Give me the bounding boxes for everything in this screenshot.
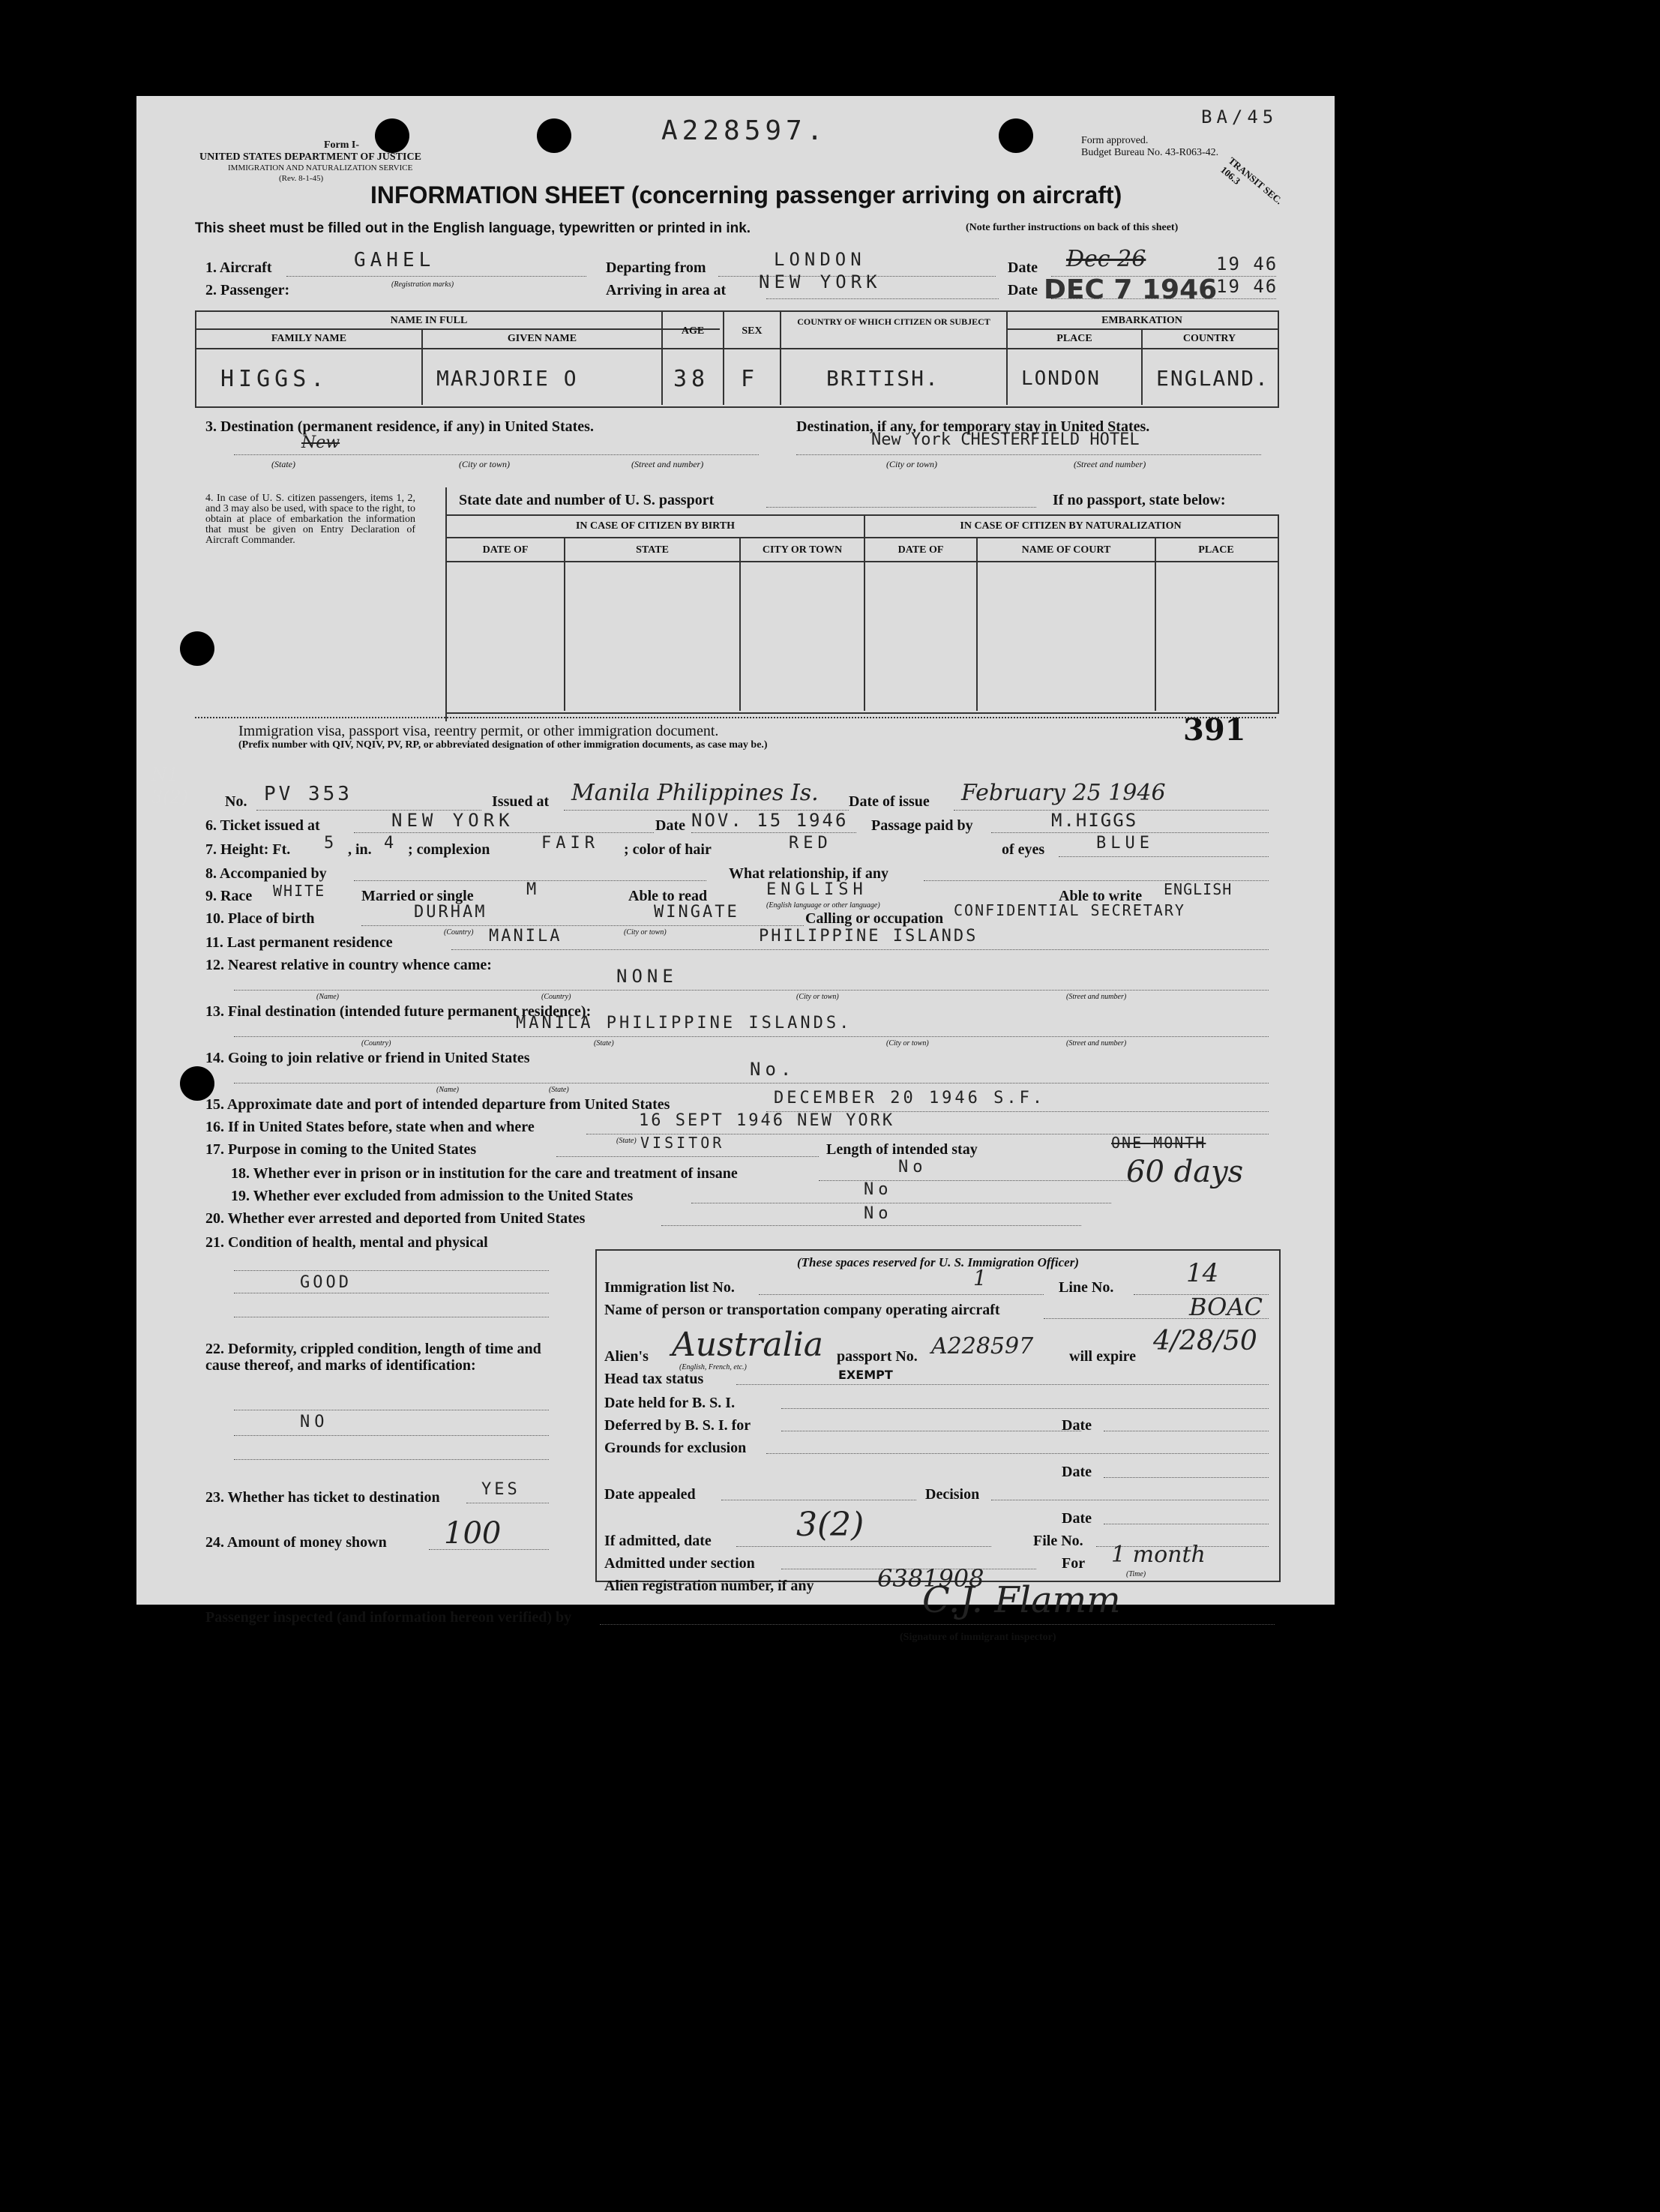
join-relative-value: No. [750,1059,796,1080]
embark-place-value: LONDON [1021,367,1101,390]
label-date2: Date [1008,282,1038,298]
language-caption: (English language or other language) [766,901,880,910]
street-caption: (Street and number) [631,459,704,469]
service: IMMIGRATION AND NATURALIZATION SERVICE [228,163,413,172]
ticket-date-value: NOV. 15 1946 [691,810,849,831]
occupation-value: CONFIDENTIAL SECRETARY [954,901,1185,919]
city-caption-3: (City or town) [624,928,667,937]
city-header: CITY OR TOWN [762,544,843,556]
citizen-by-nat-header: IN CASE OF CITIZEN BY NATURALIZATION [960,520,1182,532]
last-residence-country-value: PHILIPPINE ISLANDS [759,927,978,946]
label-money: 24. Amount of money shown [205,1534,387,1551]
issued-at-value: Manila Philippines Is. [571,780,819,806]
label-race: 9. Race [205,888,253,904]
label-deferred-date: Date [1062,1417,1092,1434]
family-name-value: HIGGS. [220,366,329,392]
label-grounds-date: Date [1062,1464,1092,1480]
label-date1: Date [1008,259,1038,276]
nationality-caption: (English, French, etc.) [679,1363,747,1371]
city-caption-4: (City or town) [796,993,839,1001]
expire-value: 4/28/50 [1153,1326,1257,1356]
label-issued-at: Issued at [492,793,550,810]
label-last-residence: 11. Last permanent residence [205,934,393,951]
ticket-dest-value: YES [481,1480,520,1499]
state-caption-2: (State) [594,1039,614,1048]
file-number-hw: A228597. [661,115,828,146]
signature-caption: (Signature of immigrant inspector) [900,1632,1056,1643]
label-complexion: ; complexion [408,841,490,858]
given-name-value: MARJORIE O [436,366,578,391]
label-prison: 18. Whether ever in prison or in institution for the care and treatment of insane [231,1165,738,1182]
aircraft-value: GAHEL [354,249,436,271]
city-caption-5: (City or town) [886,1039,929,1048]
year2-value: 19 46 [1216,276,1278,297]
label-alien: Alien's [604,1348,649,1365]
departure-value: DECEMBER 20 1946 S.F. [774,1089,1046,1107]
form-number: Form I- [324,139,360,151]
label-write: Able to write [1059,888,1143,904]
form-approved: Form approved. [1081,135,1149,146]
name-caption-2: (Name) [436,1086,459,1094]
sex-value: F [741,366,760,392]
label-departing: Departing from [606,259,706,276]
length-of-stay-correction: 60 days [1126,1155,1244,1189]
city-caption-2: (City or town) [886,459,937,469]
last-residence-city-value: MANILA [489,927,562,946]
punch-hole [999,118,1033,153]
length-of-stay-value: ONE MONTH [1111,1134,1206,1152]
country2-header: COUNTRY [1182,333,1236,344]
label-decision: Decision [925,1486,980,1503]
country-caption-3: (Country) [361,1039,391,1048]
perm-destination-value: New [301,433,340,452]
alien-reg-value: 6381908 [877,1564,984,1593]
admitted-value: 3(2) [796,1506,864,1544]
date2-stamp: DEC 7 1946 [1044,274,1218,305]
country-header: COUNTRY OF WHICH CITIZEN OR SUBJECT [797,316,990,327]
instructions-right: (Note further instructions on back of this sheet) [966,222,1179,233]
label-join-relative: 14. Going to join relative or friend in United States [205,1050,530,1066]
label-final-destination: 13. Final destination (intended future permanent residence): [205,1003,592,1020]
budget-bureau: Budget Bureau No. 43-R063-42. [1081,147,1219,158]
name-in-full-header: NAME IN FULL [390,315,468,326]
label-inches: , in. [348,841,372,858]
purpose-value: VISITOR [640,1134,725,1152]
place-header-2: PLACE [1198,544,1234,556]
label-us-passport: State date and number of U. S. passport [459,492,715,508]
label-visa: Immigration visa, passport visa, reentry permit, or other immigration document. [238,723,719,739]
number-stamp: 391 [1183,712,1246,748]
label-decision-date: Date [1062,1510,1092,1527]
race-value: WHITE [273,882,326,900]
label-arriving: Arriving in area at [606,282,727,298]
arriving-value: NEW YORK [759,271,882,292]
label-deported: 20. Whether ever arrested and deported from United States [205,1210,586,1227]
citizen-by-birth-header: IN CASE OF CITIZEN BY BIRTH [575,520,736,532]
state-caption-3: (State) [549,1086,569,1094]
write-value: ENGLISH [1164,880,1233,898]
label-hair: ; color of hair [624,841,712,858]
label-alien-reg: Alien registration number, if any [604,1578,814,1594]
immigration-list-value: 1 [973,1266,987,1290]
temp-destination-value: New York CHESTERFIELD HOTEL [871,430,1140,449]
operator-value: BOAC [1189,1293,1263,1321]
prison-value: No [898,1158,927,1176]
label-admitted-section: Admitted under section [604,1555,755,1572]
name-caption: (Name) [316,993,339,1001]
street-caption-4: (Street and number) [1066,1039,1127,1048]
label-departure: 15. Approximate date and port of intended departure from United States [205,1096,670,1113]
label-length-of-stay: Length of intended stay [826,1141,978,1158]
alien-value: Australia [672,1326,824,1364]
label-relationship: What relationship, if any [729,865,888,882]
before-value: 16 SEPT 1946 NEW YORK [639,1111,895,1130]
label-for: For [1062,1555,1086,1572]
form-sheet [136,96,1335,1605]
label-expire: will expire [1069,1348,1137,1365]
name-of-court-header: NAME OF COURT [1021,544,1111,556]
head-tax-value: EXEMPT [838,1368,893,1382]
date-of-header: DATE OF [482,544,529,556]
punch-hole [375,118,409,153]
excluded-value: No [864,1180,893,1199]
final-destination-value: MANILA PHILIPPINE ISLANDS. [516,1014,852,1033]
deported-value: No [864,1204,893,1223]
read-value: ENGLISH [766,880,867,899]
hair-value: RED [789,834,832,853]
department: UNITED STATES DEPARTMENT OF JUSTICE [199,151,421,163]
age-value: 38 [673,366,710,392]
label-married: Married or single [361,888,474,904]
departing-value: LONDON [774,249,866,270]
label-aircraft: 1. Aircraft [205,259,272,276]
birthplace-city-value: WINGATE [654,903,739,922]
label-head-tax: Head tax status [604,1371,704,1387]
label-health: 21. Condition of health, mental and physical [205,1234,488,1251]
label-destination: 3. Destination (permanent residence, if any) in United States. [205,418,594,435]
date-of-header-2: DATE OF [897,544,944,556]
date-of-issue-value: February 25 1946 [961,780,1166,806]
label-ticket: 6. Ticket issued at [205,817,320,834]
instructions-left: This sheet must be filled out in the English language, typewritten or printed in ink. [195,220,751,236]
line-no-value: 14 [1186,1258,1219,1288]
nearest-relative-value: NONE [616,966,678,987]
transit-stamp: TRANSIT SEC. 106.3 [1218,154,1285,207]
label-passenger: 2. Passenger: [205,282,290,298]
complexion-value: FAIR [541,834,599,853]
money-value: 100 [444,1516,502,1551]
country-caption: (Country) [444,928,474,937]
street-caption-2: (Street and number) [1074,459,1146,469]
state-caption-4: (State) [616,1137,637,1145]
inspector-signature: C.J. Flamm [922,1579,1121,1621]
label-date-held: Date held for B. S. I. [604,1395,736,1411]
label-date-of-issue: Date of issue [849,793,930,810]
given-name-header: GIVEN NAME [507,333,577,344]
label-immigration-list: Immigration list No. [604,1279,735,1296]
corner-note-hw: BA/45 [1201,106,1278,127]
label-eyes: of eyes [1002,841,1045,858]
label-read: Able to read [628,888,708,904]
embark-country-value: ENGLAND. [1156,366,1269,391]
section4-note: 4. In case of U. S. citizen passengers, items 1, 2, and 3 may also be used, with space to the right, to obtain at place of embarkation the information that must be given on Entry Declaration of Aircraft Commander. [205,493,415,546]
label-deformity: 22. Deformity, crippled condition, length of time and cause thereof, and marks of identification: [205,1341,541,1374]
label-line-no: Line No. [1059,1279,1114,1296]
label-no: No. [225,793,247,810]
visa-subnote: (Prefix number with QIV, NQIV, PV, RP, or abbreviated designation of other immigration documents, as case may be.) [238,739,768,751]
place-header: PLACE [1056,333,1092,344]
label-purpose: 17. Purpose in coming to the United States [205,1141,477,1158]
label-excluded: 19. Whether ever excluded from admission to the United States [231,1188,634,1204]
label-height: 7. Height: Ft. [205,841,291,858]
sex-header: SEX [742,325,763,337]
date1-value: Dec 26 [1066,246,1146,272]
citizen-value: BRITISH. [826,366,939,391]
form-title: INFORMATION SHEET (concerning passenger arriving on aircraft) [370,181,1122,208]
embarkation-header: EMBARKATION [1101,315,1182,326]
label-ticket-dest: 23. Whether has ticket to destination [205,1489,440,1506]
state-caption: (State) [271,459,295,469]
birthplace-country-value: DURHAM [414,903,487,922]
punch-hole [180,631,214,666]
label-passport-no: passport No. [837,1348,918,1365]
label-admitted: If admitted, date [604,1533,712,1549]
officer-box-title: (These spaces reserved for U. S. Immigration Officer) [796,1255,1079,1269]
ticket-issued-value: NEW YORK [391,810,514,831]
label-birthplace: 10. Place of birth [205,910,315,927]
city-caption: (City or town) [459,459,510,469]
country-caption-2: (Country) [541,993,571,1001]
label-date-appealed: Date appealed [604,1486,696,1503]
label-file-no: File No. [1033,1533,1083,1549]
family-name-header: FAMILY NAME [271,333,347,344]
label-deferred: Deferred by B. S. I. for [604,1417,751,1434]
street-caption-3: (Street and number) [1066,993,1127,1001]
label-grounds: Grounds for exclusion [604,1440,747,1456]
label-ticket-date: Date [655,817,685,834]
time-caption: (Time) [1126,1570,1146,1578]
for-value: 1 month [1111,1542,1206,1568]
label-operator: Name of person or transportation company operating aircraft [604,1302,1000,1318]
label-occupation: Calling or occupation [805,910,944,927]
visa-number-value: PV 353 [264,783,352,805]
punch-hole [537,118,571,153]
passport-no-value: A228597 [931,1333,1034,1359]
eyes-value: BLUE [1096,834,1154,853]
health-value: GOOD [300,1273,352,1292]
state-header: STATE [636,544,669,556]
deformity-value: NO [300,1413,329,1431]
label-no-passport: If no passport, state below: [1053,492,1226,508]
margin-note-hw: N1 3(2) [151,764,189,808]
revision: (Rev. 8-1-45) [279,174,324,183]
label-inspected: Passenger inspected (and information hereon verified) by [205,1609,572,1626]
age-header: AGE [681,325,705,337]
passage-paid-value: M.HIGGS [1051,810,1138,831]
married-value: M [526,880,541,899]
label-accompanied: 8. Accompanied by [205,865,327,882]
reg-marks-label: (Registration marks) [391,280,454,289]
label-before: 16. If in United States before, state when and where [205,1119,535,1135]
label-passage-paid: Passage paid by [871,817,973,834]
label-nearest-relative: 12. Nearest relative in country whence came: [205,957,492,973]
height-in-value: 4 [384,834,399,853]
height-ft-value: 5 [324,834,339,853]
label-temp-destination: Destination, if any, for temporary stay in United States. [796,418,1150,435]
year1-value: 19 46 [1216,253,1278,274]
